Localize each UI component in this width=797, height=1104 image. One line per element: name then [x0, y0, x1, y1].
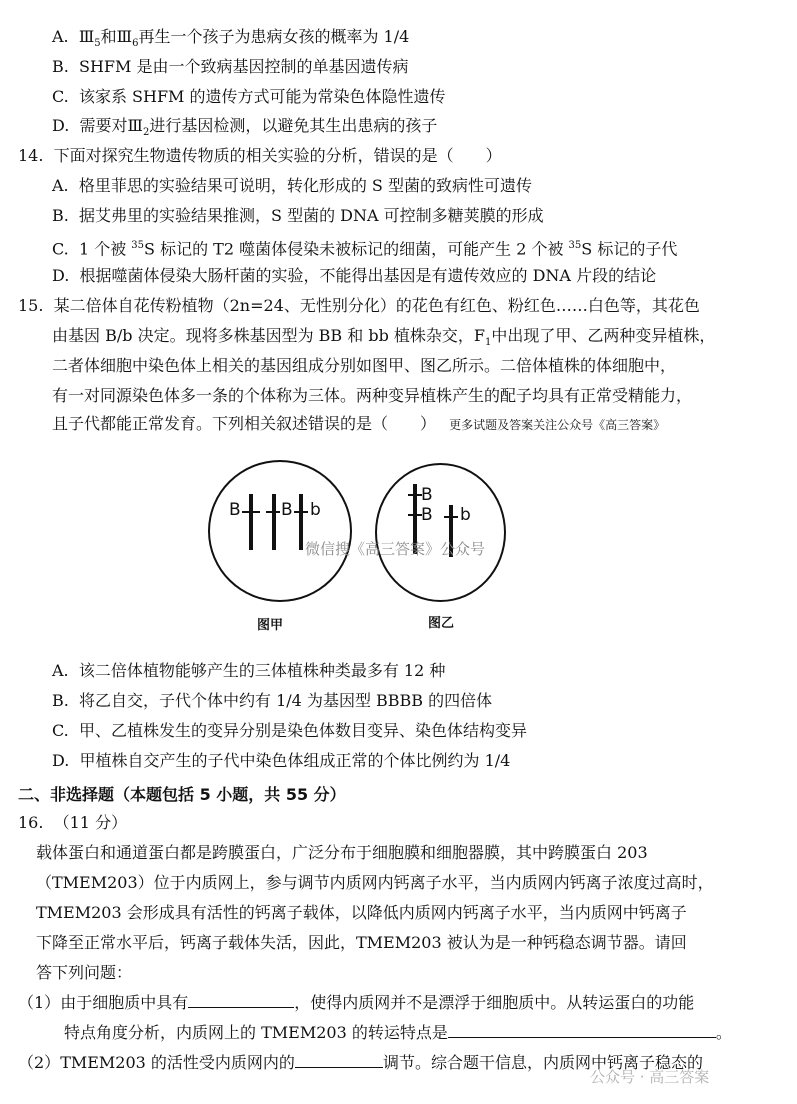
q15-option-a: A. 该二倍体植物能够产生的三体植株种类最多有 12 种: [52, 661, 446, 680]
q16-sub2-line1: （2）TMEM203 的活性受内质网内的 调节。综合题干信息，内质网中钙离子稳态的: [18, 1053, 703, 1072]
cell-diagram-yi: [375, 463, 506, 602]
gene-locus-jia-1: [242, 511, 260, 513]
gene-label-jia-3: b: [310, 500, 321, 520]
q15-option-d: D. 甲植株自交产生的子代中染色体组成正常的个体比例约为 1/4: [52, 751, 511, 770]
watermark-center: 微信搜《高三答案》公众号: [305, 540, 486, 558]
q14-option-d: D. 根据噬菌体侵染大肠杆菌的实验，不能得出基因是有遗传效应的 DNA 片段的结论: [52, 266, 657, 285]
gene-locus-jia-3: [294, 511, 308, 513]
gene-label-yi-3: b: [460, 505, 471, 525]
q16-para-line4: 下降至正常水平后，钙离子载体失活，因此，TMEM203 被认为是一种钙稳态调节器。请回: [36, 933, 687, 952]
q15-option-b: B. 将乙自交，子代个体中约有 1/4 为基因型 BBBB 的四倍体: [52, 691, 493, 710]
q14-option-c: C. 1 个被 $^{35}$S 标记的 T2 噬菌体侵染未被标记的细菌，可能产生 2 个被 $^{35}$S 标记的子代: [52, 239, 678, 259]
chromosome-jia-1: [249, 494, 253, 550]
chromosome-jia-3: [299, 494, 303, 550]
chromosome-jia-2: [272, 494, 276, 550]
q15-stem-line5: 且子代都能正常发育。下列相关叙述错误的是（ ） 更多试题及答案关注公众号《高三答案》: [52, 414, 666, 433]
q16-para-line3: TMEM203 会形成具有活性的钙离子载体，以降低内质网内钙离子水平，当内质网中钙离子: [36, 903, 687, 922]
q16-para-line2: （TMEM203）位于内质网上，参与调节内质网内钙离子水平，当内质网内钙离子浓度过高时，: [36, 873, 714, 892]
cell-diagram-jia: [208, 460, 352, 602]
q15-stem-line3: 二者体细胞中染色体上相关的基因组成分别如图甲、图乙所示。二倍体植株的体细胞中，: [52, 356, 677, 375]
footer-watermark: 公众号 · 高三答案: [590, 1068, 710, 1086]
q14-option-b: B. 据艾弗里的实验结果推测，S 型菌的 DNA 可控制多糖荚膜的形成: [52, 206, 544, 225]
gene-locus-jia-2: [266, 511, 280, 513]
gene-label-yi-2: B: [421, 505, 433, 525]
gene-locus-yi-3: [444, 516, 458, 518]
q13-option-c: C. 该家系 SHFM 的遗传方式可能为常染色体隐性遗传: [52, 87, 446, 106]
section-title: 二、非选择题（本题包括 5 小题，共 55 分）: [18, 785, 346, 804]
q15-option-c: C. 甲、乙植株发生的变异分别是染色体数目变异、染色体结构变异: [52, 721, 527, 740]
figure-caption-yi: 图乙: [428, 616, 455, 631]
q13-option-a: A. $Ⅲ_5$和$Ⅲ_6$再生一个孩子为患病女孩的概率为 1/4: [52, 27, 410, 50]
q16-para-line5: 答下列问题：: [36, 963, 133, 982]
gene-locus-yi-2: [408, 514, 422, 516]
gene-locus-yi-1: [408, 494, 422, 496]
q16-sub1-line2: 特点角度分析，内质网上的 TMEM203 的转运特点是 。: [64, 1023, 732, 1042]
q15-stem-line2: 由基因 B/b 决定。现将多株基因型为 BB 和 bb 植株杂交，$F_1$中出现了甲、乙两种变异植株，: [52, 326, 716, 349]
gene-label-jia-2: B: [281, 500, 293, 520]
q16-para-line1: 载体蛋白和通道蛋白都是跨膜蛋白，广泛分布于细胞膜和细胞器膜，其中跨膜蛋白 203: [36, 843, 648, 862]
answer-blank-1[interactable]: [188, 993, 294, 1008]
q15-stem-line4: 有一对同源染色体多一条的个体称为三体。两种变异植株产生的配子均具有正常受精能力，: [52, 386, 693, 405]
q15-stem-line1: 15. 某二倍体自花传粉植物（2n=24、无性别分化）的花色有红色、粉红色……白色等，其花色: [18, 296, 700, 315]
q13-option-b: B. SHFM 是由一个致病基因控制的单基因遗传病: [52, 57, 409, 76]
q13-option-d: D. 需要对$Ⅲ_2$进行基因检测，以避免其生出患病的孩子: [52, 116, 438, 139]
answer-blank-2[interactable]: [448, 1023, 716, 1038]
gene-label-yi-1: B: [421, 485, 433, 505]
q16-header: 16. （11 分）: [18, 813, 128, 832]
figure-caption-jia: 图甲: [257, 618, 284, 633]
gene-label-jia-1: B: [229, 500, 241, 520]
q14-stem: 14. 下面对探究生物遗传物质的相关实验的分析，错误的是（ ）: [18, 146, 502, 165]
q14-option-a: A. 格里菲思的实验结果可说明，转化形成的 S 型菌的致病性可遗传: [52, 176, 532, 195]
answer-blank-3[interactable]: [295, 1053, 383, 1068]
promo-note: 更多试题及答案关注公众号《高三答案》: [449, 418, 666, 432]
q16-sub1-line1: （1）由于细胞质中具有 ，使得内质网并不是漂浮于细胞质中。从转运蛋白的功能: [18, 993, 695, 1012]
